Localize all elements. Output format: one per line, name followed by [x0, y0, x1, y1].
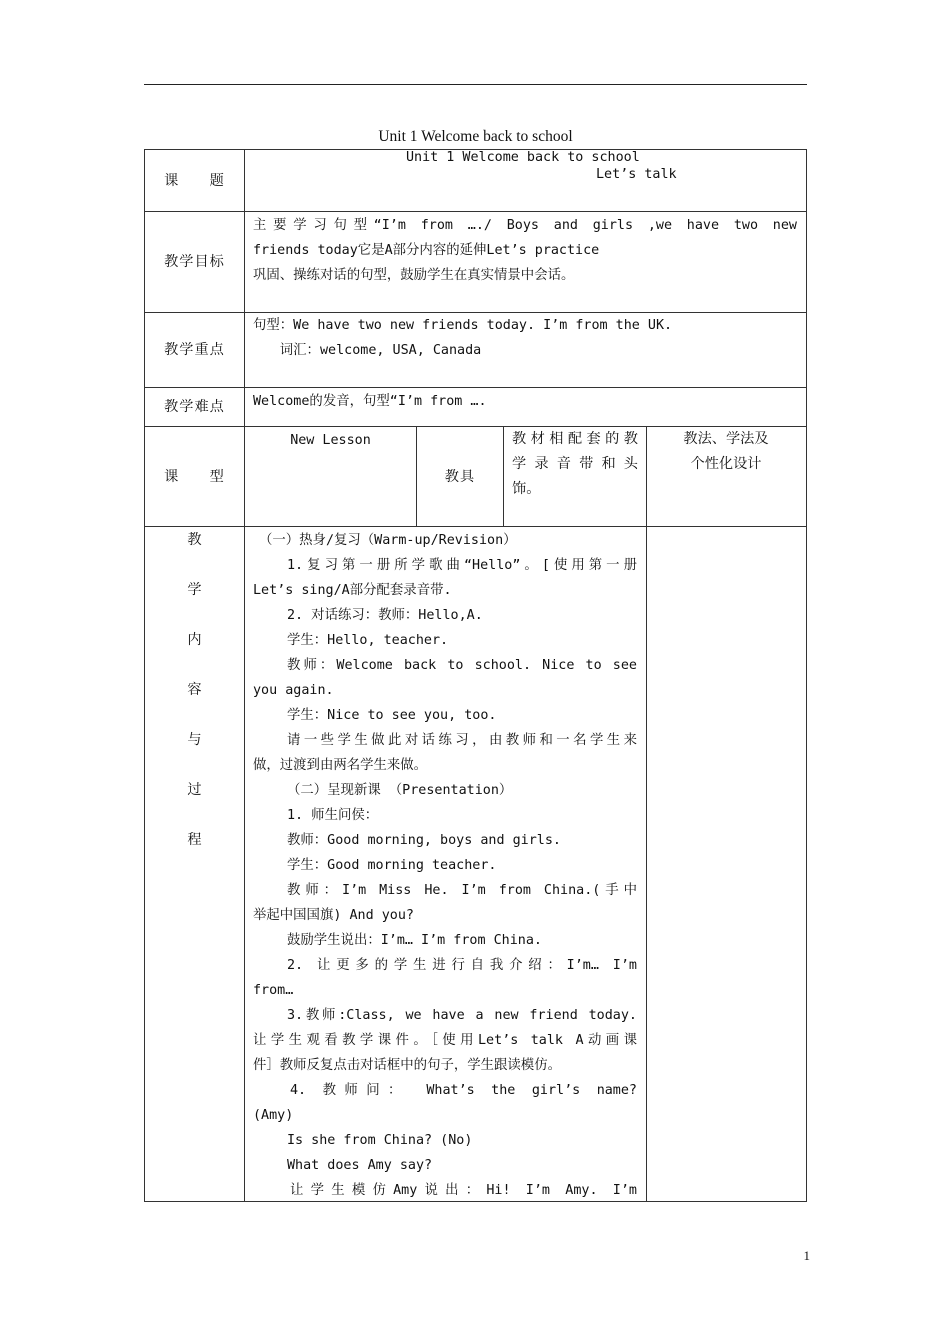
- difficulty-label: 教学难点: [164, 399, 225, 415]
- process-label-char: 教: [187, 532, 202, 548]
- table-rule: [646, 426, 647, 1201]
- objective-label: 教学目标: [164, 254, 225, 270]
- process-line: (Amy): [253, 1108, 294, 1123]
- process-line: 3.教师:Class, we have a new friend today.: [287, 1008, 637, 1023]
- process-line: 4. 教师问： What’s the girl’s name?: [290, 1083, 637, 1098]
- aids-line: 学录音带和头: [512, 456, 638, 472]
- topic-line-2: Let’s talk: [596, 167, 677, 182]
- document-title: Unit 1 Welcome back to school: [378, 128, 573, 145]
- process-label-char: 过: [187, 782, 202, 798]
- process-line: you again.: [253, 683, 334, 698]
- difficulty-text: Welcome的发音，句型“I’m from ….: [253, 394, 487, 409]
- process-line: 举起中国国旗) And you?: [253, 908, 414, 923]
- process-label-char: 容: [187, 682, 202, 698]
- topic-line-1: Unit 1 Welcome back to school: [406, 150, 640, 165]
- process-line: 件］教师反复点击对话框中的句子，学生跟读模仿。: [253, 1058, 561, 1073]
- process-label: [145, 528, 244, 878]
- process-content: [253, 528, 637, 1203]
- process-line: 2. 对话练习：教师：Hello,A.: [287, 608, 483, 623]
- process-line: Let’s sing/A部分配套录音带.: [253, 583, 452, 598]
- process-line: 让学生观看教学课件。［使用Let’s talk A动画课: [253, 1033, 637, 1048]
- objective-line: 巩固、操练对话的句型，鼓励学生在真实情景中会话。: [253, 268, 575, 283]
- header-rule: [144, 84, 807, 85]
- process-line: 1.复习第一册所学歌曲“Hello”。[使用第一册: [287, 558, 637, 573]
- objective-line: 主要学习句型“I’m from ….∕ Boys and girls ,we have two new: [253, 218, 797, 233]
- process-line: 学生：Good morning teacher.: [287, 858, 497, 873]
- process-line: （二）呈现新课 （Presentation）: [287, 783, 513, 798]
- process-label-char: 内: [187, 632, 202, 648]
- focus-text: [253, 313, 797, 363]
- process-line: Is she from China? (No): [287, 1133, 473, 1148]
- process-line: 请一些学生做此对话练习，由教师和一名学生来: [287, 733, 637, 748]
- process-line: 教师：I’m Miss He. I’m from China.(手中: [287, 883, 637, 898]
- focus-line: 词汇：welcome, USA, Canada: [253, 343, 482, 358]
- topic-label: 课 题: [164, 173, 225, 189]
- process-line: 2. 让更多的学生进行自我介绍：I’m… I’m: [287, 958, 637, 973]
- aids-text: [512, 427, 638, 502]
- process-line: 1. 师生问侯：: [287, 808, 379, 823]
- aids-label: 教具: [444, 469, 476, 485]
- aids-line: 教材相配套的教: [512, 431, 638, 447]
- table-rule: [244, 149, 245, 1201]
- focus-label: 教学重点: [164, 342, 225, 358]
- lesson-type-label: 课 型: [164, 469, 225, 485]
- table-rule: [503, 426, 504, 526]
- objective-text: [253, 213, 797, 288]
- page-number: 1: [803, 1248, 810, 1263]
- methods-label: [647, 427, 805, 477]
- methods-label-line: 个性化设计: [690, 456, 762, 472]
- process-line: 学生：Hello, teacher.: [287, 633, 449, 648]
- process-line: 让学生模仿Amy说出：Hi! I’m Amy. I’m: [290, 1183, 637, 1198]
- process-line: from…: [253, 983, 294, 998]
- process-line: （一）热身∕复习（Warm-up/Revision）: [259, 533, 517, 548]
- process-label-char: 与: [187, 732, 202, 748]
- process-line: 教师：Good morning, boys and girls.: [287, 833, 561, 848]
- objective-line: friends today它是A部分内容的延伸Let’s practice: [253, 243, 600, 258]
- lesson-type-value: New Lesson: [290, 433, 371, 448]
- process-line: 教师：Welcome back to school. Nice to see: [287, 658, 637, 673]
- process-line: What does Amy say?: [287, 1158, 433, 1173]
- process-line: 鼓励学生说出：I’m… I’m from China.: [287, 933, 542, 948]
- process-line: 做，过渡到由两名学生来做。: [253, 758, 428, 773]
- process-label-char: 学: [187, 582, 202, 598]
- process-label-char: 程: [187, 832, 202, 848]
- aids-line: 饰。: [512, 481, 541, 497]
- process-line: 学生：Nice to see you, too.: [287, 708, 497, 723]
- focus-line: 句型：We have two new friends today. I’m from the UK.: [253, 318, 673, 333]
- methods-label-line: 教法、学法及: [683, 431, 769, 447]
